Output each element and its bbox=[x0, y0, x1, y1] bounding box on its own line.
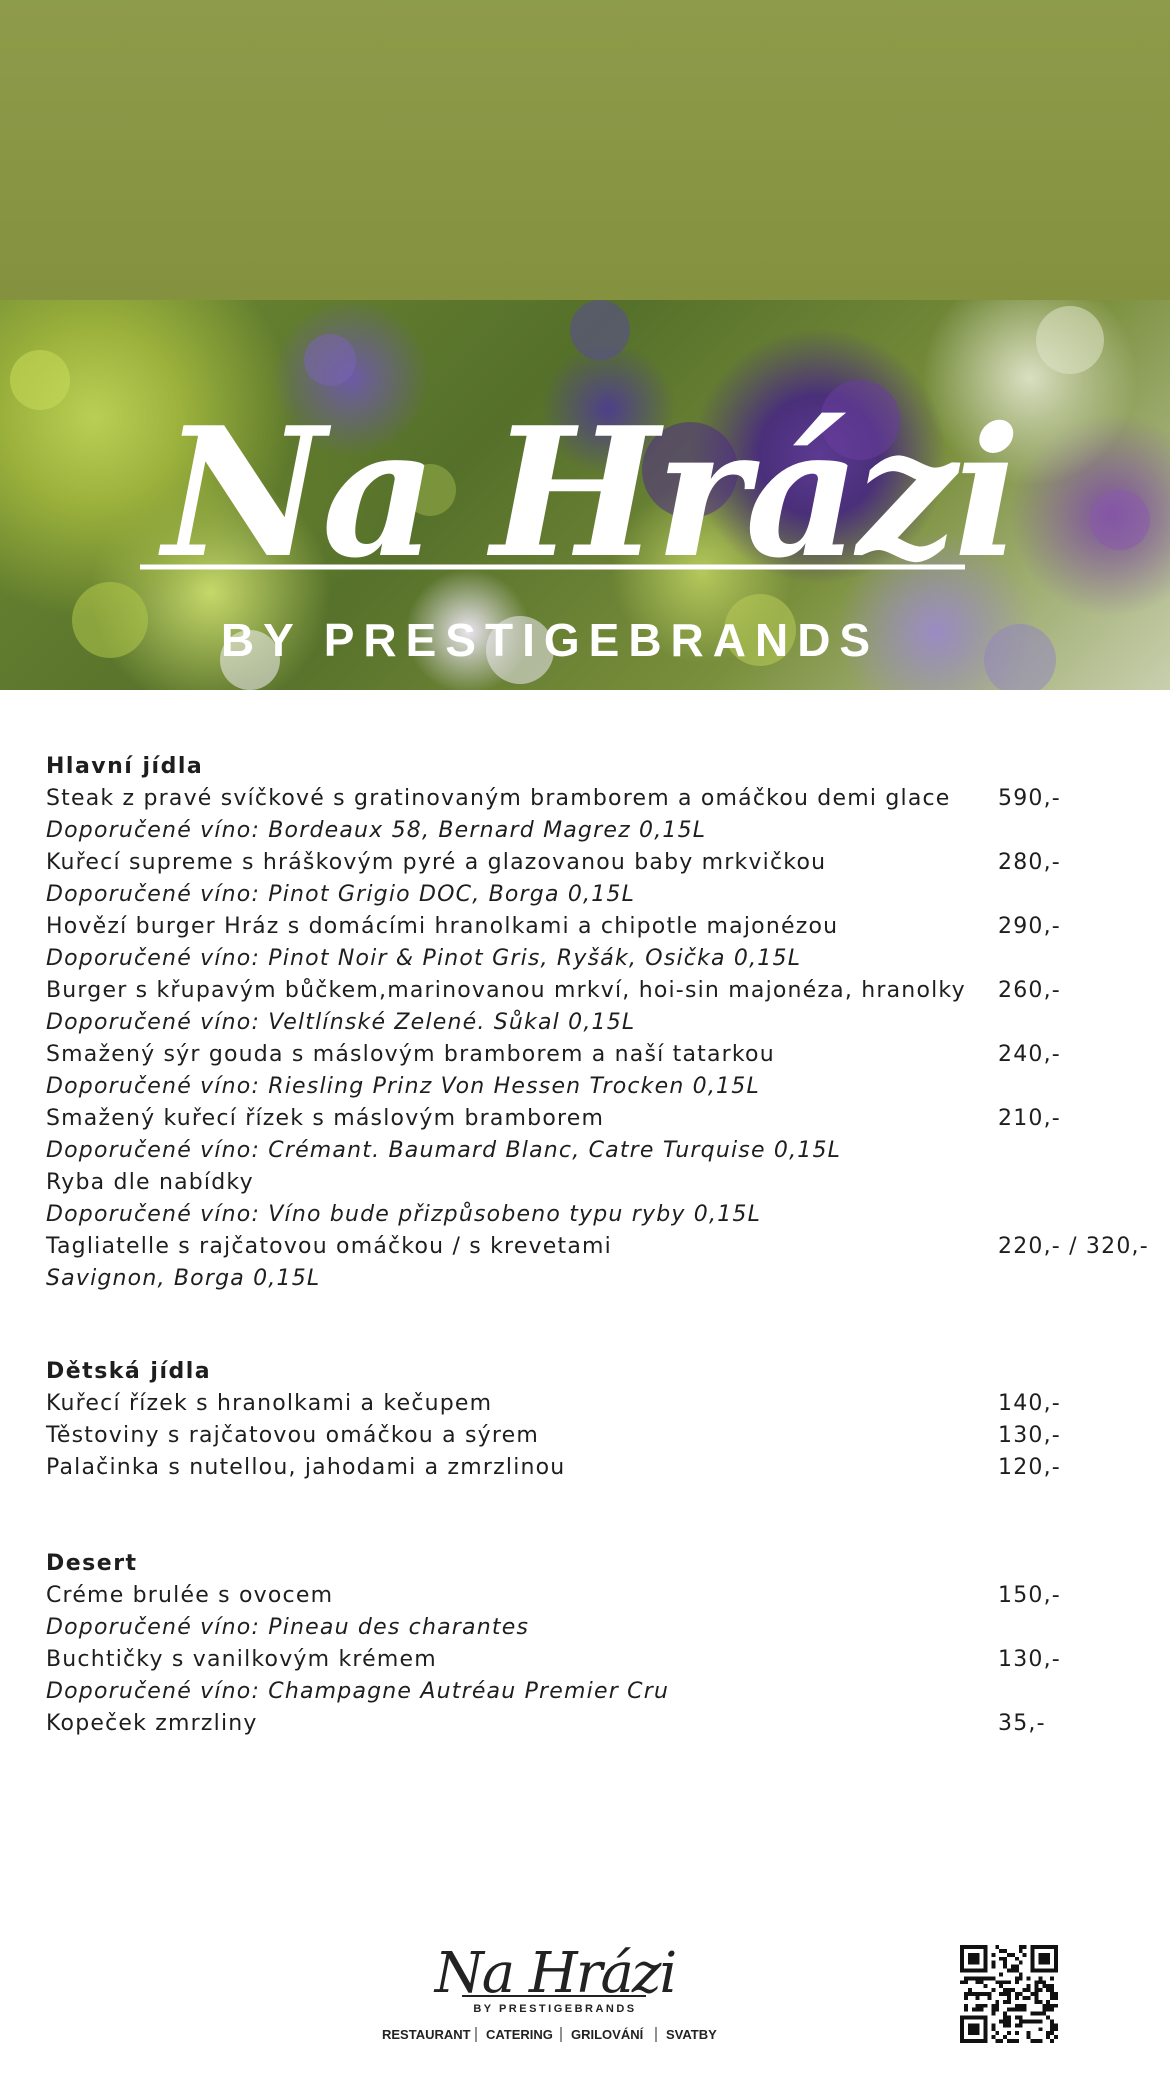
menu-item-name: Steak z pravé svíčkové s gratinovaným bramborem a omáčkou demi glace bbox=[46, 786, 951, 811]
menu-item-name: Tagliatelle s rajčatovou omáčkou / s krevetami bbox=[46, 1234, 612, 1259]
hero-logo-script: Na Hrázi bbox=[162, 388, 1018, 597]
menu-item-name: Palačinka s nutellou, jahodami a zmrzlinou bbox=[46, 1455, 566, 1480]
section-heading: Desert bbox=[46, 1551, 138, 1576]
menu-item bbox=[46, 1388, 1136, 1420]
section-heading: Dětská jídla bbox=[46, 1359, 212, 1384]
footer-logo-subtitle: BY PRESTIGEBRANDS bbox=[473, 2003, 637, 2015]
menu-item-price: 35,- bbox=[998, 1711, 1046, 1736]
menu-item-name: Burger s křupavým bůčkem,marinovanou mrkví, hoi-sin majonéza, hranolky bbox=[46, 978, 966, 1003]
menu-item bbox=[46, 1103, 1136, 1135]
footer-tagline-grilovani: GRILOVÁNÍ bbox=[571, 2027, 644, 2042]
menu-item-name: Buchtičky s vanilkovým krémem bbox=[46, 1647, 437, 1672]
menu-item-name: Kuřecí řízek s hranolkami a kečupem bbox=[46, 1391, 493, 1416]
section-heading: Hlavní jídla bbox=[46, 754, 204, 779]
menu-item bbox=[46, 975, 1136, 1007]
wine-recommendation: Doporučené víno: Pinot Grigio DOC, Borga 0,15L bbox=[46, 882, 636, 907]
menu-item-price: 120,- bbox=[998, 1455, 1061, 1480]
menu-item bbox=[46, 1420, 1136, 1452]
menu-item-price: 150,- bbox=[998, 1583, 1061, 1608]
footer-logo-script: Na Hrázi bbox=[434, 1941, 676, 2006]
menu-item-price: 240,- bbox=[998, 1042, 1061, 1067]
menu-item bbox=[46, 1644, 1136, 1676]
menu-item-name: Kuřecí supreme s hráškovým pyré a glazovanou baby mrkvičkou bbox=[46, 850, 827, 875]
menu-item-price: 590,- bbox=[998, 786, 1061, 811]
menu-item-price: 210,- bbox=[998, 1106, 1061, 1131]
menu-item bbox=[46, 1580, 1136, 1612]
header-color-band bbox=[0, 0, 1170, 300]
menu-item-price: 280,- bbox=[998, 850, 1061, 875]
footer-logo bbox=[380, 1930, 730, 2050]
menu-item-name: Ryba dle nabídky bbox=[46, 1170, 254, 1195]
wine-recommendation: Doporučené víno: Riesling Prinz Von Hessen Trocken 0,15L bbox=[46, 1074, 760, 1099]
menu-item bbox=[46, 1039, 1136, 1071]
menu-item bbox=[46, 847, 1136, 879]
menu-item-price: 130,- bbox=[998, 1647, 1061, 1672]
footer-tagline-catering: CATERING bbox=[486, 2027, 553, 2042]
qr-code-icon[interactable] bbox=[960, 1945, 1058, 2043]
menu-item-name: Kopeček zmrzliny bbox=[46, 1711, 258, 1736]
menu-item-name: Créme brulée s ovocem bbox=[46, 1583, 334, 1608]
menu-item-price: 260,- bbox=[998, 978, 1061, 1003]
menu-item bbox=[46, 1231, 1149, 1263]
menu-item-price: 290,- bbox=[998, 914, 1061, 939]
wine-recommendation: Doporučené víno: Pinot Noir & Pinot Gris, Ryšák, Osička 0,15L bbox=[46, 946, 802, 971]
menu-item bbox=[46, 1708, 1136, 1740]
hero-logo-subtitle: BY PRESTIGEBRANDS bbox=[220, 614, 880, 666]
menu-item-name: Těstoviny s rajčatovou omáčkou a sýrem bbox=[46, 1423, 539, 1448]
footer-tagline-restaurant: RESTAURANT bbox=[382, 2027, 471, 2042]
kids-dishes-section bbox=[46, 1356, 1136, 1484]
main-dishes-section bbox=[46, 751, 1149, 1295]
menu-item-name: Hovězí burger Hráz s domácími hranolkami a chipotle majonézou bbox=[46, 914, 839, 939]
wine-recommendation: Doporučené víno: Veltlínské Zelené. Sůkal 0,15L bbox=[46, 1010, 636, 1035]
menu-item-name: Smažený kuřecí řízek s máslovým bramborem bbox=[46, 1106, 605, 1131]
wine-recommendation: Savignon, Borga 0,15L bbox=[46, 1266, 321, 1291]
dessert-section bbox=[46, 1548, 1136, 1740]
menu-item bbox=[46, 911, 1136, 943]
wine-recommendation: Doporučené víno: Pineau des charantes bbox=[46, 1615, 530, 1640]
hero-banner bbox=[0, 300, 1170, 690]
menu-item-name: Smažený sýr gouda s máslovým bramborem a naší tatarkou bbox=[46, 1042, 775, 1067]
wine-recommendation: Doporučené víno: Bordeaux 58, Bernard Magrez 0,15L bbox=[46, 818, 707, 843]
menu-item bbox=[46, 1452, 1136, 1484]
menu-item-price: 130,- bbox=[998, 1423, 1061, 1448]
wine-recommendation: Doporučené víno: Champagne Autréau Premier Cru bbox=[46, 1679, 670, 1704]
wine-recommendation: Doporučené víno: Crémant. Baumard Blanc, Catre Turquise 0,15L bbox=[46, 1138, 842, 1163]
menu-item-price: 220,- / 320,- bbox=[998, 1234, 1149, 1259]
footer-tagline-svatby: SVATBY bbox=[666, 2027, 717, 2042]
menu-item-price: 140,- bbox=[998, 1391, 1061, 1416]
wine-recommendation: Doporučené víno: Víno bude přizpůsobeno typu ryby 0,15L bbox=[46, 1202, 762, 1227]
menu-item bbox=[46, 783, 1136, 815]
menu-item bbox=[46, 1167, 1136, 1199]
